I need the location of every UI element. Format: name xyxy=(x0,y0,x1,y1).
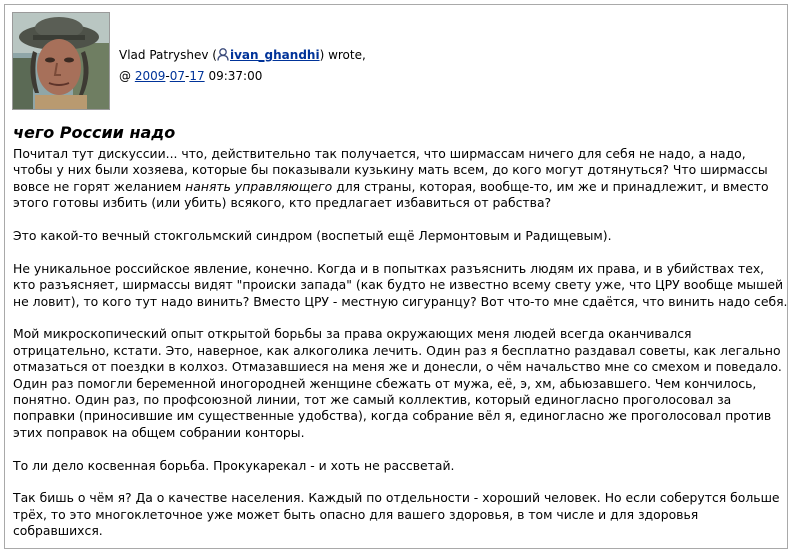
author-line xyxy=(119,46,366,67)
paragraph-1-text-a: Почитал тут дискуссии... что, действительно так получается, что ширмассам ничего для себя не надо, а надо, чтобы у них были хозяева, которые бы показывали кузькину мать всем, до кого могут дотянуться? Что ширмассы вовсе не горят желанием xyxy=(13,146,768,194)
entry-header xyxy=(12,12,366,112)
date-day-link[interactable]: 17 xyxy=(189,69,205,83)
paragraph-4: Мой микроскопический опыт открытой борьбы за права окружающих меня людей всегда оканчивался отрицательно, кстати. Это, наверное, как алкоголика лечить. Один раз я бесплатно раздавал советы, как легально отмазаться от поездки в колхоз. Отмазавшиеся на меня же и донесли, о чём начальство мне со смехом и поведало. Один раз помогли беременной иногородней женщине сбежать от мужа, её, э, хм, абьюзавшего. Чем кончилось, понятно. Один раз, по профсоюзной линии, тот же самый коллектив, который единогласно проголосовал за поправки (приносившие им существенные удобства), когда собрание вёл я, единогласно же проголосовал против этих поправок на общем собрании конторы. xyxy=(13,326,782,440)
paragraph-1 xyxy=(13,146,788,212)
avatar[interactable] xyxy=(12,12,110,110)
date-line: @ 2009-07-17 09:37:00 xyxy=(119,69,263,83)
paragraph-2: Это какой-то вечный стокгольмский синдром (воспетый ещё Лермонтовым и Радищевым). xyxy=(13,228,612,244)
entry-subject: чего России надо xyxy=(13,123,176,142)
at-sign: @ xyxy=(119,69,131,83)
paragraph-6: Так бишь о чём я? Да о качестве населения. Каждый по отдельности - хороший человек. Но если соберутся больше трёх, то это многоклеточное уже может быть опасно для вашего здоровья, в том числе и для здоровья собравшихся. xyxy=(13,490,780,539)
author-name: Vlad Patryshev ( xyxy=(119,48,217,62)
avatar-photo xyxy=(13,13,109,109)
entry-meta xyxy=(119,46,366,86)
date-month-link[interactable]: 07 xyxy=(169,69,185,83)
paragraph-5: То ли дело косвенная борьба. Прокукарекал - и хоть не рассветай. xyxy=(13,457,455,473)
user-head-icon[interactable] xyxy=(217,48,229,67)
wrote-label: ) wrote, xyxy=(319,48,366,62)
entry-body xyxy=(13,146,788,549)
username-link[interactable]: ivan_ghandhi xyxy=(229,48,320,62)
journal-entry xyxy=(4,4,788,549)
paragraph-1-emphasis: нанять управляющего xyxy=(185,178,333,194)
date-year-link[interactable]: 2009 xyxy=(134,69,166,83)
paragraph-3: Не уникальное российское явление, конечно. Когда и в попытках разъяснить людям их права, и в убийствах тех, кто разъясняет, ширмассы видят "происки запада" (как будто не известно всему свету уже, что ЦРУ вообще мышей не ловит), то кого тут надо винить? Вместо ЦРУ - местную сигуранцу? Вот что-то мне сдаётся, что винить надо себя. xyxy=(13,260,788,309)
entry-time: 09:37:00 xyxy=(208,69,263,83)
paragraph-1-text-b: для страны, которая, вообще-то, им же и принадлежит, и вместо этого готовы избить (или убить) всякого, кто предлагает избавиться от рабства? xyxy=(13,178,769,211)
